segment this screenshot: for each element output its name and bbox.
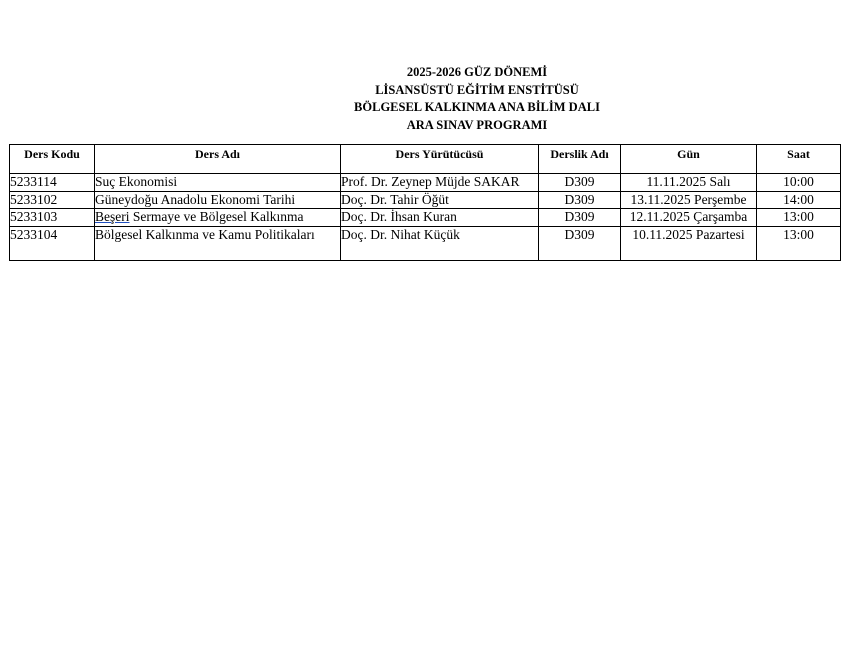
course-code-cell: 5233103 xyxy=(10,209,95,227)
time-cell: 14:00 xyxy=(757,192,841,209)
course-code-cell: 5233102 xyxy=(10,192,95,209)
day-cell: 11.11.2025 Salı xyxy=(621,174,757,192)
lecturer-cell: Prof. Dr. Zeynep Müjde SAKAR xyxy=(341,174,539,192)
course-name-cell xyxy=(95,209,341,227)
classroom-cell: D309 xyxy=(539,209,621,227)
course-code-cell: 5233104 xyxy=(10,227,95,261)
course-name-cell: Suç Ekonomisi xyxy=(95,174,341,192)
header-lecturer: Ders Yürütücüsü xyxy=(341,145,539,174)
table-row xyxy=(10,209,841,227)
table-header-row xyxy=(10,145,841,174)
term-title: 2025-2026 GÜZ DÖNEMİ xyxy=(406,65,548,79)
header-classroom: Derslik Adı xyxy=(539,145,621,174)
exam-schedule-table xyxy=(9,144,841,261)
classroom-cell: D309 xyxy=(539,192,621,209)
day-cell: 12.11.2025 Çarşamba xyxy=(621,209,757,227)
spellcheck-word: Beşeri xyxy=(95,209,130,224)
time-cell: 13:00 xyxy=(757,227,841,261)
institute-title: LİSANSÜSTÜ EĞİTİM ENSTİTÜSÜ xyxy=(375,82,579,97)
classroom-cell: D309 xyxy=(539,227,621,261)
document-heading xyxy=(290,64,664,134)
course-name-rest: Sermaye ve Bölgesel Kalkınma xyxy=(129,209,304,224)
classroom-cell: D309 xyxy=(539,174,621,192)
course-name-cell: Bölgesel Kalkınma ve Kamu Politikaları xyxy=(95,227,341,261)
header-time: Saat xyxy=(757,145,841,174)
header-day: Gün xyxy=(621,145,757,174)
table-row xyxy=(10,227,841,261)
header-course-name: Ders Adı xyxy=(95,145,341,174)
lecturer-cell: Doç. Dr. İhsan Kuran xyxy=(341,209,539,227)
header-course-code: Ders Kodu xyxy=(10,145,95,174)
day-cell: 10.11.2025 Pazartesi xyxy=(621,227,757,261)
lecturer-cell: Doç. Dr. Tahir Öğüt xyxy=(341,192,539,209)
time-cell: 13:00 xyxy=(757,209,841,227)
table-row xyxy=(10,192,841,209)
course-code-cell: 5233114 xyxy=(10,174,95,192)
table-row xyxy=(10,174,841,192)
program-title: ARA SINAV PROGRAMI xyxy=(406,117,548,132)
time-cell: 10:00 xyxy=(757,174,841,192)
lecturer-cell: Doç. Dr. Nihat Küçük xyxy=(341,227,539,261)
day-cell: 13.11.2025 Perşembe xyxy=(621,192,757,209)
department-title: BÖLGESEL KALKINMA ANA BİLİM DALI xyxy=(354,100,600,114)
course-name-cell: Güneydoğu Anadolu Ekonomi Tarihi xyxy=(95,192,341,209)
